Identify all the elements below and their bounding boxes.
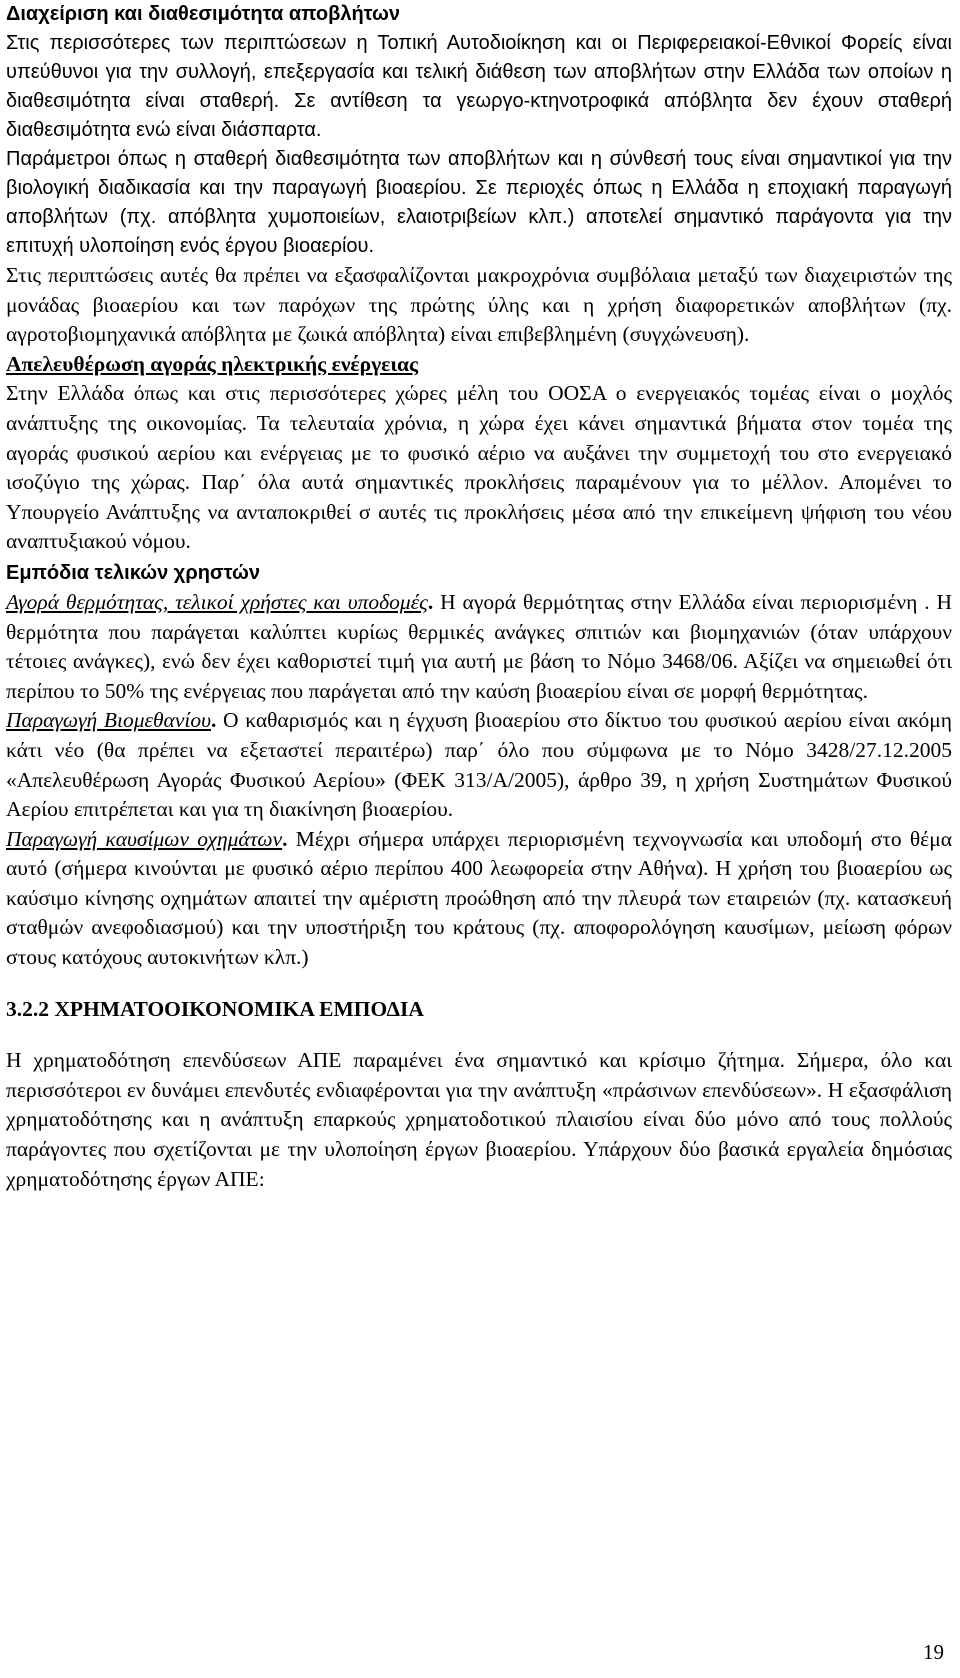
text-vehicle-fuel: Μέχρι σήμερα υπάρχει περιορισμένη τεχνογνωσία και υποδομή στο θέμα αυτό (σήμερα κινούνται με φυσικό αέριο περίπου 400 λεωφορεία στην Αθήνα). Η χρήση του βιοαερίου ως καύσιμο κίνησης οχημάτων απαιτεί την αμέριστη προώθηση από την πλευρά των εταιρειών (πχ. κατασκευή σταθμών ανεφοδιασμού) και την υποστήριξη του κράτους (πχ. αποφορολόγηση καυσίμων, μείωση φόρων στους κατόχους αυτοκινήτων κλπ.) [6, 826, 952, 970]
paragraph-waste-authorities: Στις περισσότερες των περιπτώσεων η Τοπική Αυτοδιοίκηση και οι Περιφερειακοί-Εθνικοί Φορείς είναι υπεύθυνοι για την συλλογή, επεξεργασία και τελική διάθεση των αποβλήτων στην Ελλάδα των οποίων η διαθεσιμότητα είναι σταθερή. Σε αντίθεση τα γεωργο-κτηνοτροφικά απόβλητα δεν έχουν σταθερή διαθεσιμότητα ενώ είναι διάσπαρτα. [6, 32, 952, 141]
section-title-waste-management: Διαχείριση και διαθεσιμότητα αποβλήτων [6, 3, 401, 25]
paragraph-vehicle-fuel: Παραγωγή καυσίμων οχημάτων. Μέχρι σήμερα υπάρχει περιορισμένη τεχνογνωσία και υποδομή στο θέμα αυτό (σήμερα κινούνται με φυσικό αέριο περίπου 400 λεωφορεία στην Αθήνα). Η χρήση του βιοαερίου ως καύσιμο κίνησης οχημάτων απαιτεί την αμέριστη προώθηση από την πλευρά των εταιρειών (πχ. κατασκευή σταθμών ανεφοδιασμού) και την υποστήριξη του κράτους (πχ. αποφορολόγηση καυσίμων, μείωση φόρων στους κατόχους αυτοκινήτων κλπ.) [6, 826, 952, 970]
paragraph-waste-contracts: Στις περιπτώσεις αυτές θα πρέπει να εξασφαλίζονται μακροχρόνια συμβόλαια μεταξύ των διαχειριστών της μονάδας βιοαερίου και των παρόχων της πρώτης ύλης και η χρήση διαφορετικών αποβλήτων (πχ. αγροτοβιομηχανικά απόβλητα με ζωικά απόβλητα) είναι επιβεβλημένη (συγχώνευση). [6, 263, 952, 347]
lead-biomethane: Παραγωγή Βιομεθανίου [6, 708, 211, 733]
paragraph-biomethane: Παραγωγή Βιομεθανίου. Ο καθαρισμός και η έγχυση βιοαερίου στο δίκτυο του φυσικού αερίου είναι ακόμη κάτι νέο (θα πρέπει να εξεταστεί περαιτέρω) παρ΄ όλο που σύμφωνα με το Νόμο 3428/27.12.2005 «Απελευθέρωση Αγοράς Φυσικού Αερίου» (ΦΕΚ 313/Α/2005), άρθρο 39, η χρήση Συστημάτων Φυσικού Αερίου επιτρέπεται και για τη διακίνηση βιοαερίου. [6, 708, 953, 822]
section-title-electricity-market: Απελευθέρωση αγοράς ηλεκτρικής ενέργειας [6, 351, 419, 376]
page-number: 19 [923, 1640, 944, 1664]
paragraph-heat-market: Αγορά θερμότητας, τελικοί χρήστες και υποδομές. Η αγορά θερμότητας στην Ελλάδα είναι περιορισμένη . Η θερμότητα που παράγεται καλύπτει κυρίως θερμικές ανάγκες σπιτιών και βιομηχανιών (όταν υπάρχουν τέτοιες ανάγκες), ενώ δεν έχει καθοριστεί τιμή για αυτή με βάση το Νόμο 3468/06. Αξίζει να σημειωθεί ότι περίπου το 50% της ενέργειας που παράγεται από την καύση βιοαερίου είναι σε μορφή θερμότητας. [6, 589, 952, 703]
section-title-financial-barriers: 3.2.2 ΧΡΗΜΑΤΟΟΙΚΟΝΟΜΙΚΑ ΕΜΠΟΔΙΑ [6, 996, 424, 1021]
paragraph-financing: Η χρηματοδότηση επενδύσεων ΑΠΕ παραμένει ένα σημαντικό και κρίσιμο ζήτημα. Σήμερα, όλο και περισσότεροι εν δυνάμει επενδυτές ενδιαφέρονται για την ανάπτυξη «πράσινων επενδύσεων». Η εξασφάλιση χρηματοδότησης και η ανάπτυξη επαρκούς χρηματοδοτικού πλαισίου είναι δύο μόνο από τους πολλούς παράγοντες που σχετίζονται με την υλοποίηση έργων βιοαερίου. Υπάρχουν δύο βασικά εργαλεία δημόσιας χρηματοδότησης έργων ΑΠΕ: [6, 1048, 952, 1191]
paragraph-waste-parameters: Παράμετροι όπως η σταθερή διαθεσιμότητα των αποβλήτων και η σύνθεσή τους είναι σημαντικοί για την βιολογική διαδικασία και την παραγωγή βιοαερίου. Σε περιοχές όπως η Ελλάδα η εποχιακή παραγωγή αποβλήτων (πχ. απόβλητα χυμοποιείων, ελαιοτριβείων κλπ.) αποτελεί σημαντικό παράγοντα για την επιτυχή υλοποίηση ενός έργου βιοαερίου. [6, 148, 952, 257]
paragraph-energy-sector: Στην Ελλάδα όπως και στις περισσότερες χώρες μέλη του ΟΟΣΑ ο ενεργειακός τομέας είναι ο μοχλός ανάπτυξης της οικονομίας. Τα τελευταία χρόνια, η χώρα έχει κάνει σημαντικά βήματα στον τομέα της αγοράς φυσικού αερίου και ενέργειας με το φυσικό αέριο να αυξάνει την συμμετοχή του στο ενεργειακό ισοζύγιο της χώρας. Παρ΄ όλα αυτά σημαντικές προκλήσεις παραμένουν για το μέλλον. Απομένει το Υπουργείο Ανάπτυξης να ανταποκριθεί σ αυτές τις προκλήσεις μέσα από την επικείμενη ψήφιση του νέου αναπτυξιακού νόμου. [6, 381, 952, 554]
lead-heat-market: Αγορά θερμότητας, τελικοί χρήστες και υποδομές [6, 589, 428, 614]
document-page [6, 0, 952, 1194]
text-heat-market: Η αγορά θερμότητας στην Ελλάδα είναι περιορισμένη . Η θερμότητα που παράγεται καλύπτει κυρίως θερμικές ανάγκες σπιτιών και βιομηχανιών (όταν υπάρχουν τέτοιες ανάγκες), ενώ δεν έχει καθοριστεί τιμή για αυτή με βάση το Νόμο 3468/06. Αξίζει να σημειωθεί ότι περίπου το 50% της ενέργειας που παράγεται από την καύση βιοαερίου είναι σε μορφή θερμότητας. [6, 589, 952, 703]
section-title-end-user-barriers: Εμπόδια τελικών χρηστών [6, 561, 260, 584]
text-biomethane: Ο καθαρισμός και η έγχυση βιοαερίου στο δίκτυο του φυσικού αερίου είναι ακόμη κάτι νέο (θα πρέπει να εξεταστεί περαιτέρω) παρ΄ όλο που σύμφωνα με το Νόμο 3428/27.12.2005 «Απελευθέρωση Αγοράς Φυσικού Αερίου» (ΦΕΚ 313/Α/2005), άρθρο 39, η χρήση Συστημάτων Φυσικού Αερίου επιτρέπεται και για τη διακίνηση βιοαερίου. [6, 708, 953, 822]
lead-vehicle-fuel: Παραγωγή καυσίμων οχημάτων [6, 826, 283, 851]
